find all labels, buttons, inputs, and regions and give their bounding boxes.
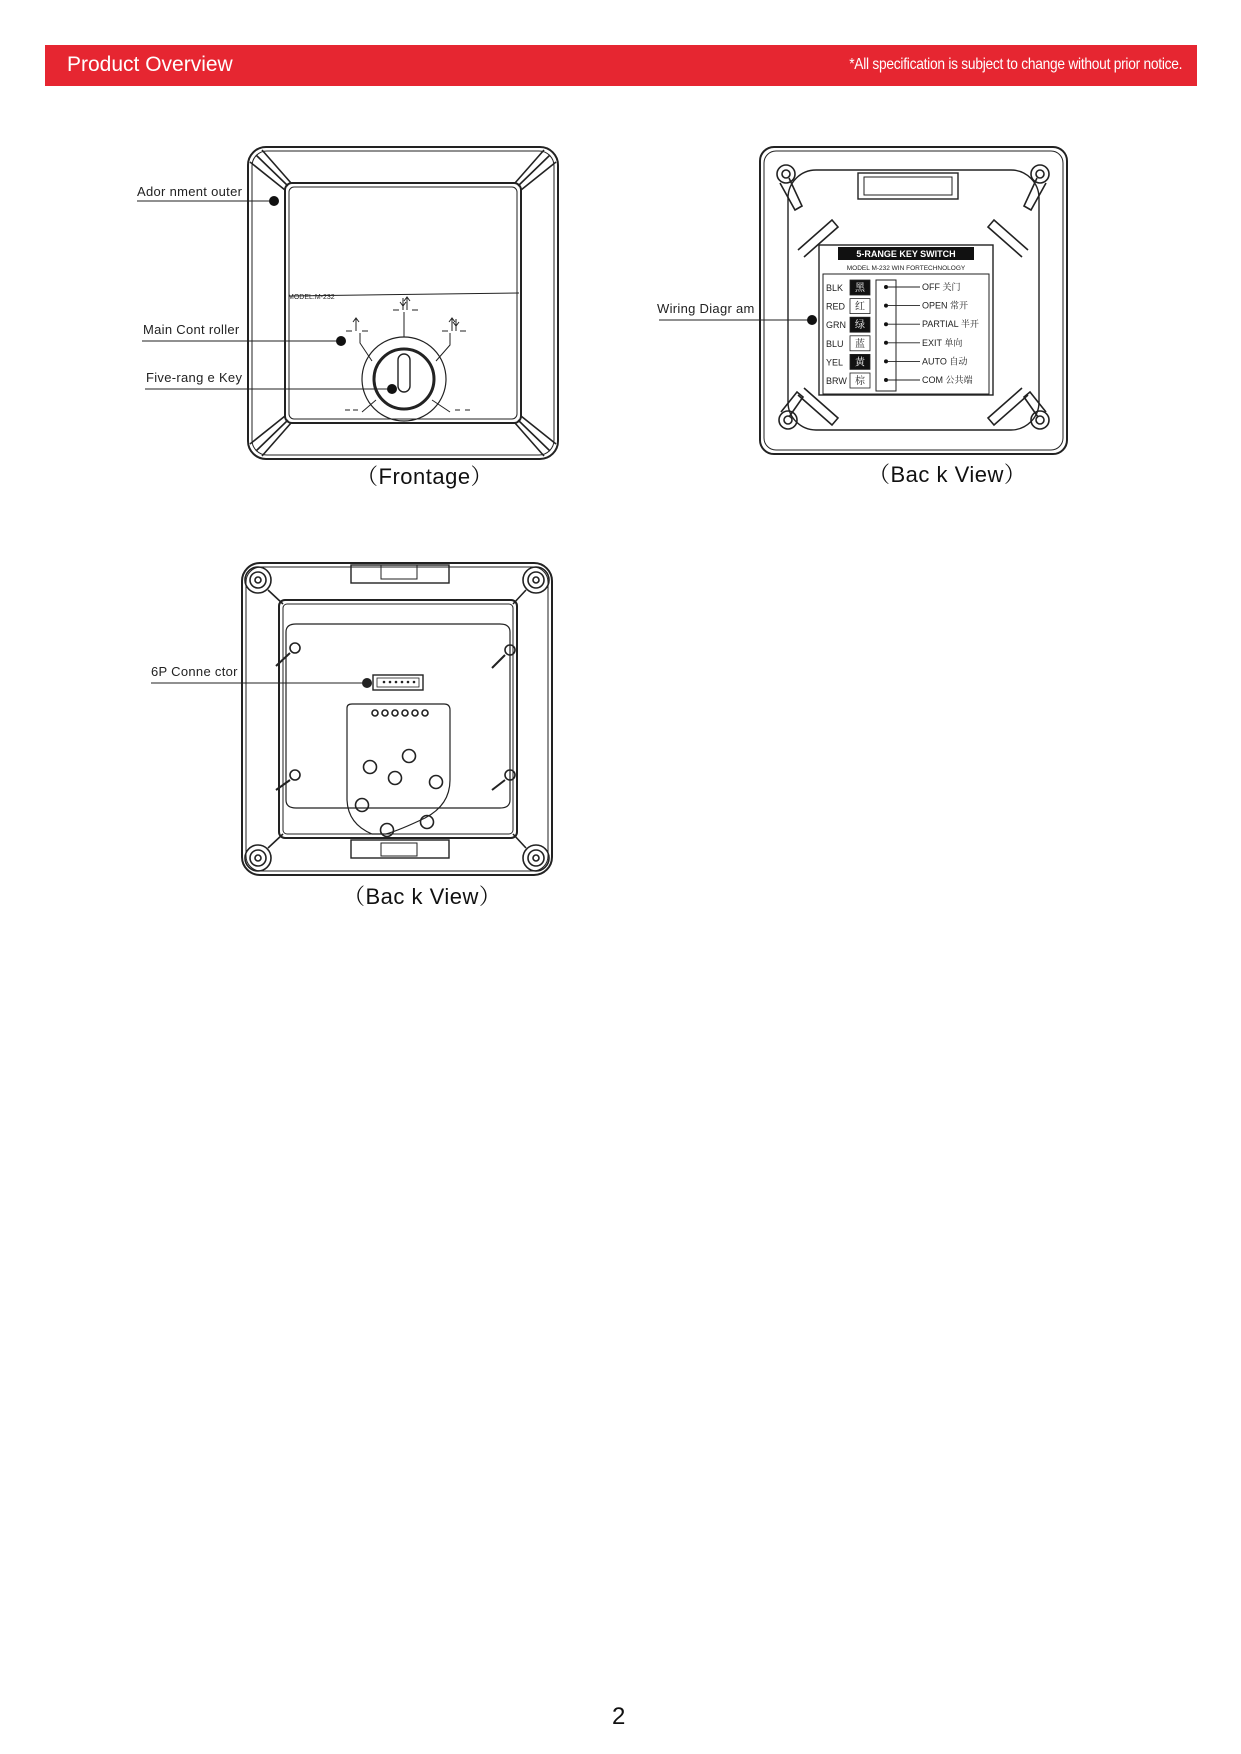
wiring-diagram-label: Wiring Diagr am (657, 301, 755, 316)
wire-function-label: PARTIAL 半开 (922, 319, 979, 330)
wire-color-cn: 绿 (855, 320, 865, 332)
wire-function-label: COM 公共端 (922, 375, 973, 385)
wire-function-label: EXIT 单向 (922, 337, 963, 348)
spec-notice: *All specification is subject to change without prior notice. (848, 56, 1182, 73)
back-view-2-caption: （Bac k View） (343, 884, 502, 909)
wire-color-cn: 蓝 (855, 338, 865, 350)
sticker-title: 5-RANGE KEY SWITCH (856, 249, 956, 259)
wire-color-label: BLK (826, 283, 844, 293)
wire-color-cn: 黑 (855, 283, 865, 294)
page-title: Product Overview (67, 53, 233, 76)
6p-connector-label: 6P Conne ctor (151, 664, 238, 679)
sticker-subtitle: MODEL M-232 WIN FORTECHNOLOGY (846, 265, 966, 272)
model-label: MODEL:M-232 (288, 294, 335, 301)
five-range-key-label: Five-rang e Key (146, 370, 243, 385)
wire-color-label: GRN (826, 320, 846, 331)
wire-color-cn: 棕 (855, 376, 865, 387)
wire-function-label: AUTO 自动 (922, 356, 968, 367)
wire-color-cn: 红 (855, 301, 865, 313)
wire-color-label: BRW (826, 376, 847, 386)
wire-function-label: OFF 关门 (922, 282, 961, 292)
wire-function-label: OPEN 常开 (922, 300, 969, 311)
wire-color-label: RED (826, 301, 846, 312)
frontage-caption: （Frontage） (356, 464, 494, 489)
wire-color-cn: 黄 (855, 357, 865, 369)
main-controller-label: Main Cont roller (143, 322, 240, 337)
adornment-label: Ador nment outer (137, 184, 243, 199)
page-number: 2 (612, 1703, 626, 1730)
wire-color-label: BLU (826, 338, 844, 349)
back-view-1-caption: （Bac k View） (868, 462, 1027, 487)
wire-color-label: YEL (826, 357, 844, 368)
